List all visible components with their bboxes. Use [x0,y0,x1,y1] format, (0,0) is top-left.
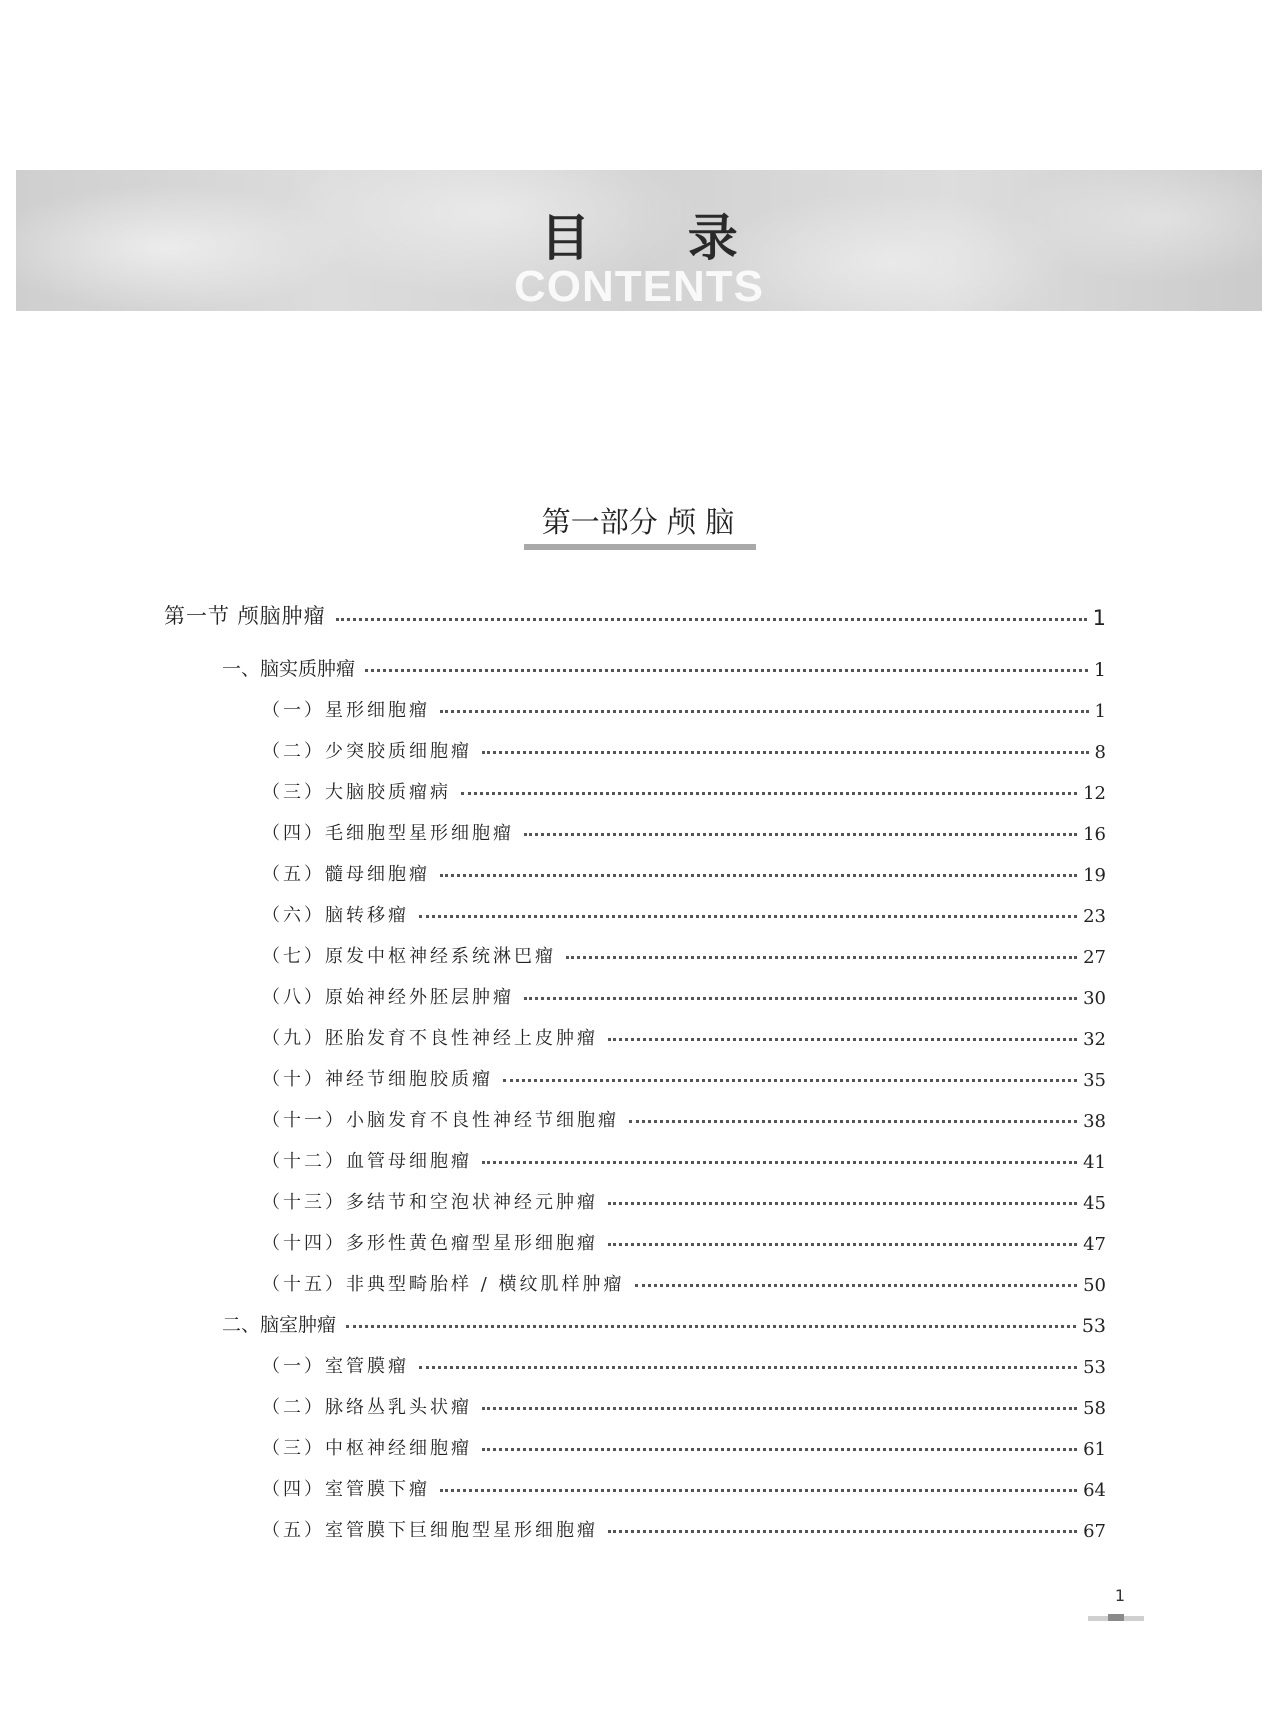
toc-entry-title: （十一）小脑发育不良性神经节细胞瘤 [262,1110,619,1131]
toc-dot-leader [524,833,1077,836]
toc-entry-page: 45 [1083,1193,1106,1214]
toc-entry-row [262,975,1106,1009]
toc-entry-row [262,1262,1106,1296]
toc-dot-leader [419,1366,1077,1369]
toc-entry-row [262,1344,1106,1378]
toc-entry-title: （三）中枢神经细胞瘤 [262,1438,472,1459]
toc-entry-page: 58 [1083,1398,1106,1419]
toc-entry-row [262,934,1106,968]
toc-entry-page: 47 [1083,1234,1106,1255]
toc-entry-row [262,770,1106,804]
toc-entry-title: （十四）多形性黄色瘤型星形细胞瘤 [262,1233,598,1254]
toc-entry-row [262,1221,1106,1255]
contents-subtitle: CONTENTS [514,262,764,311]
part-title: 第一部分 颅 脑 [541,505,735,539]
toc-dot-leader [482,1407,1077,1410]
toc-entry-title: （一）星形细胞瘤 [262,700,430,721]
toc-entry-row [262,811,1106,845]
toc-entry-row [262,1385,1106,1419]
toc-entry-title: （九）胚胎发育不良性神经上皮肿瘤 [262,1028,598,1049]
toc-dot-leader [608,1038,1077,1041]
toc-entry-page: 61 [1083,1439,1106,1460]
toc-dot-leader [482,1161,1077,1164]
toc-entry-row [222,647,1106,681]
toc-dot-leader [419,915,1077,918]
contents-title: 目 录 [540,209,778,267]
toc-dot-leader [461,792,1077,795]
toc-entry-title: （一）室管膜瘤 [262,1356,409,1377]
toc-dot-leader [365,669,1088,672]
toc-entry-page: 12 [1083,783,1106,804]
toc-entry-title: （十五）非典型畸胎样 / 横纹肌样肿瘤 [262,1274,625,1295]
toc-entry-title: （四）毛细胞型星形细胞瘤 [262,823,514,844]
toc-entry-title: （七）原发中枢神经系统淋巴瘤 [262,946,556,967]
toc-dot-leader [608,1243,1077,1246]
toc-entry-title: （五）髓母细胞瘤 [262,864,430,885]
toc-entry-row [262,1098,1106,1132]
toc-entry-page: 41 [1083,1152,1106,1173]
toc-entry-page: 53 [1081,1315,1106,1337]
toc-dot-leader [608,1530,1077,1533]
toc-entry-page: 53 [1083,1357,1106,1378]
toc-entry-page: 8 [1094,742,1106,763]
page-number-bar-marker [1108,1614,1124,1621]
toc-dot-leader [608,1202,1077,1205]
toc-dot-leader [440,1489,1077,1492]
toc-entry-row [262,1508,1106,1542]
page-number: 1 [1114,1586,1126,1605]
toc-entry-title: （二）少突胶质细胞瘤 [262,741,472,762]
toc-section-row [164,596,1106,630]
toc-entry-title: （十二）血管母细胞瘤 [262,1151,472,1172]
toc-dot-leader [629,1120,1077,1123]
toc-entry-row [262,1139,1106,1173]
toc-dot-leader [440,874,1077,877]
toc-dot-leader [440,710,1089,713]
toc-entry-title: （十三）多结节和空泡状神经元肿瘤 [262,1192,598,1213]
toc-entry-row [262,1426,1106,1460]
toc-entry-page: 16 [1083,824,1106,845]
toc-entry-row [262,852,1106,886]
toc-entry-title: 第一节 颅脑肿瘤 [164,604,326,628]
toc-entry-page: 19 [1083,865,1106,886]
toc-entry-title: （八）原始神经外胚层肿瘤 [262,987,514,1008]
toc-entry-row [262,1016,1106,1050]
toc-entry-page: 30 [1083,988,1106,1009]
toc-entry-page: 32 [1083,1029,1106,1050]
toc-entry-page: 35 [1083,1070,1106,1091]
toc-entry-page: 23 [1083,906,1106,927]
toc-dot-leader [346,1325,1076,1328]
toc-entry-page: 1 [1094,701,1106,722]
toc-entry-title: 一、脑实质肿瘤 [222,658,356,680]
toc-entry-row [262,1057,1106,1091]
toc-dot-leader [503,1079,1077,1082]
toc-entry-title: 二、脑室肿瘤 [222,1314,337,1336]
toc-entry-title: （二）脉络丛乳头状瘤 [262,1397,472,1418]
toc-dot-leader [566,956,1077,959]
toc-entry-page: 38 [1083,1111,1106,1132]
toc-entry-title: （三）大脑胶质瘤病 [262,782,451,803]
toc-entry-title: （六）脑转移瘤 [262,905,409,926]
toc-entry-page: 50 [1083,1275,1106,1296]
toc-dot-leader [524,997,1077,1000]
part-title-underline [524,544,756,550]
toc-entry-row [262,893,1106,927]
toc-dot-leader [635,1284,1078,1287]
toc-entry-title: （十）神经节细胞胶质瘤 [262,1069,493,1090]
toc-entry-title: （五）室管膜下巨细胞型星形细胞瘤 [262,1520,598,1541]
toc-entry-page: 1 [1092,606,1106,630]
toc-entry-page: 27 [1083,947,1106,968]
toc-entry-title: （四）室管膜下瘤 [262,1479,430,1500]
toc-dot-leader [482,1448,1077,1451]
contents-banner [16,170,1262,311]
toc-dot-leader [336,618,1087,621]
toc-dot-leader [482,751,1089,754]
toc-entry-row [262,688,1106,722]
toc-entry-row [262,1180,1106,1214]
toc-entry-page: 64 [1083,1480,1106,1501]
toc-entry-row [222,1303,1106,1337]
toc-entry-row [262,1467,1106,1501]
toc-entry-page: 1 [1093,659,1106,681]
toc-entry-row [262,729,1106,763]
toc-entry-page: 67 [1083,1521,1106,1542]
